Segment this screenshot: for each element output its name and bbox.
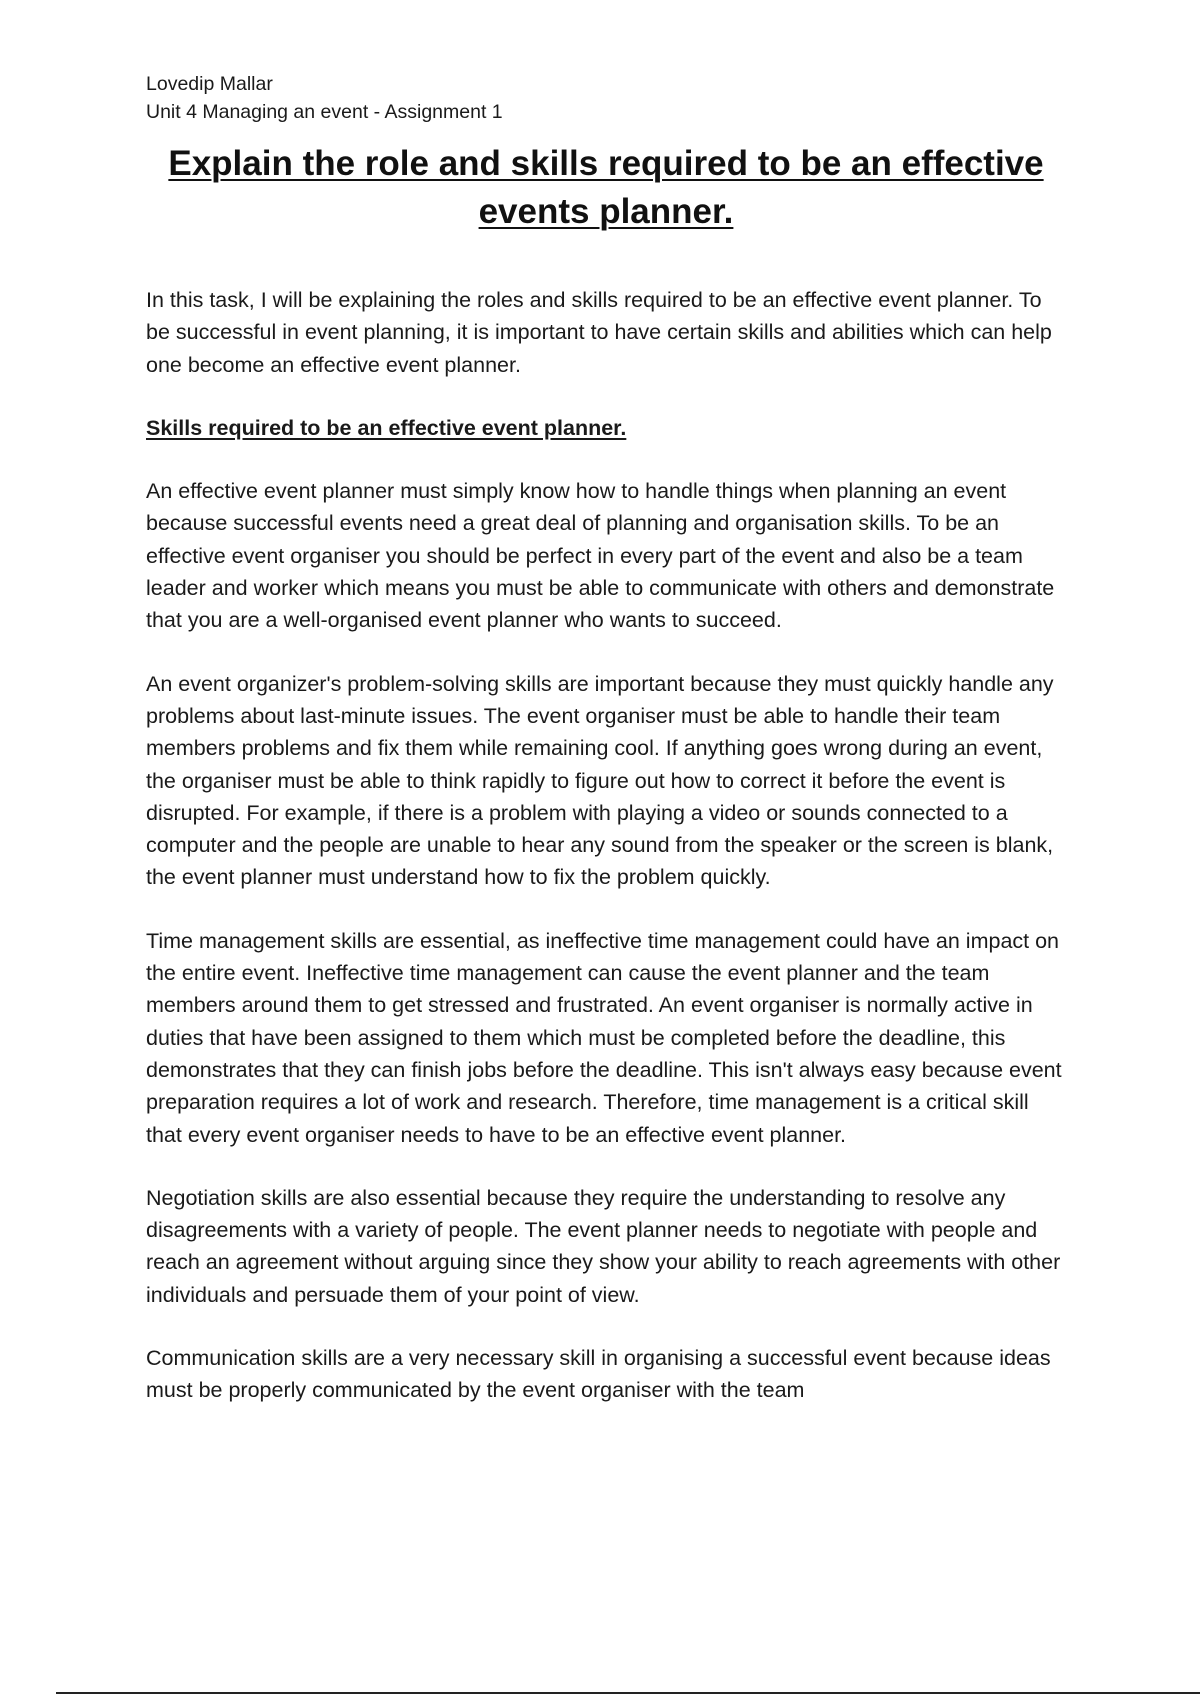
paragraph-planning: An effective event planner must simply know how to handle things when planning an event because successful events need a great deal of planning and organisation skills. To be an effective event organiser you should be perfect in every part of the event and also be a team leader and worker which means you must be able to communicate with others and demonstrate that you are a well-organised event planner who wants to succeed. — [146, 479, 1055, 633]
section-heading: Skills required to be an effective event planner. — [146, 415, 627, 440]
document-page — [146, 70, 1066, 1407]
paragraph-communication: Communication skills are a very necessary skill in organising a successful event because ideas must be properly communicated by the event organiser with the team — [146, 1346, 1051, 1403]
author-name: Lovedip Mallar — [146, 73, 273, 95]
document-title: Explain the role and skills required to be an effective events planner. — [168, 144, 1044, 231]
paragraph-problem-solving: An event organizer's problem-solving skills are important because they must quickly handle any problems about last-minute issues. The event organiser must be able to handle their team members problems and fix them while remaining cool. If anything goes wrong during an event, the organiser must be able to think rapidly to figure out how to correct it before the event is disrupted. For example, if there is a problem with playing a video or sounds connected to a computer and the people are unable to hear any sound from the speaker or the screen is blank, the event planner must understand how to fix the problem quickly. — [146, 671, 1054, 890]
unit-line: Unit 4 Managing an event - Assignment 1 — [146, 101, 503, 123]
paragraph-negotiation: Negotiation skills are also essential because they require the understanding to resolve any disagreements with a variety of people. The event planner needs to negotiate with people and reach an agreement without arguing since they show your ability to reach agreements with other individuals and persuade them of your point of view. — [146, 1185, 1061, 1307]
paragraph-time-management: Time management skills are essential, as ineffective time management could have an impact on the entire event. Ineffective time management can cause the event planner and the team members around them to get stressed and frustrated. An event organiser is normally active in duties that have been assigned to them which must be completed before the deadline, this demonstrates that they can finish jobs before the deadline. This isn't always easy because event preparation requires a lot of work and research. Therefore, time management is a critical skill that every event organiser needs to have to be an effective event planner. — [146, 928, 1062, 1147]
page-divider — [56, 1692, 1200, 1694]
intro-paragraph: In this task, I will be explaining the roles and skills required to be an effective event planner. To be successful in event planning, it is important to have certain skills and abilities which can help one become an effective event planner. — [146, 288, 1052, 377]
